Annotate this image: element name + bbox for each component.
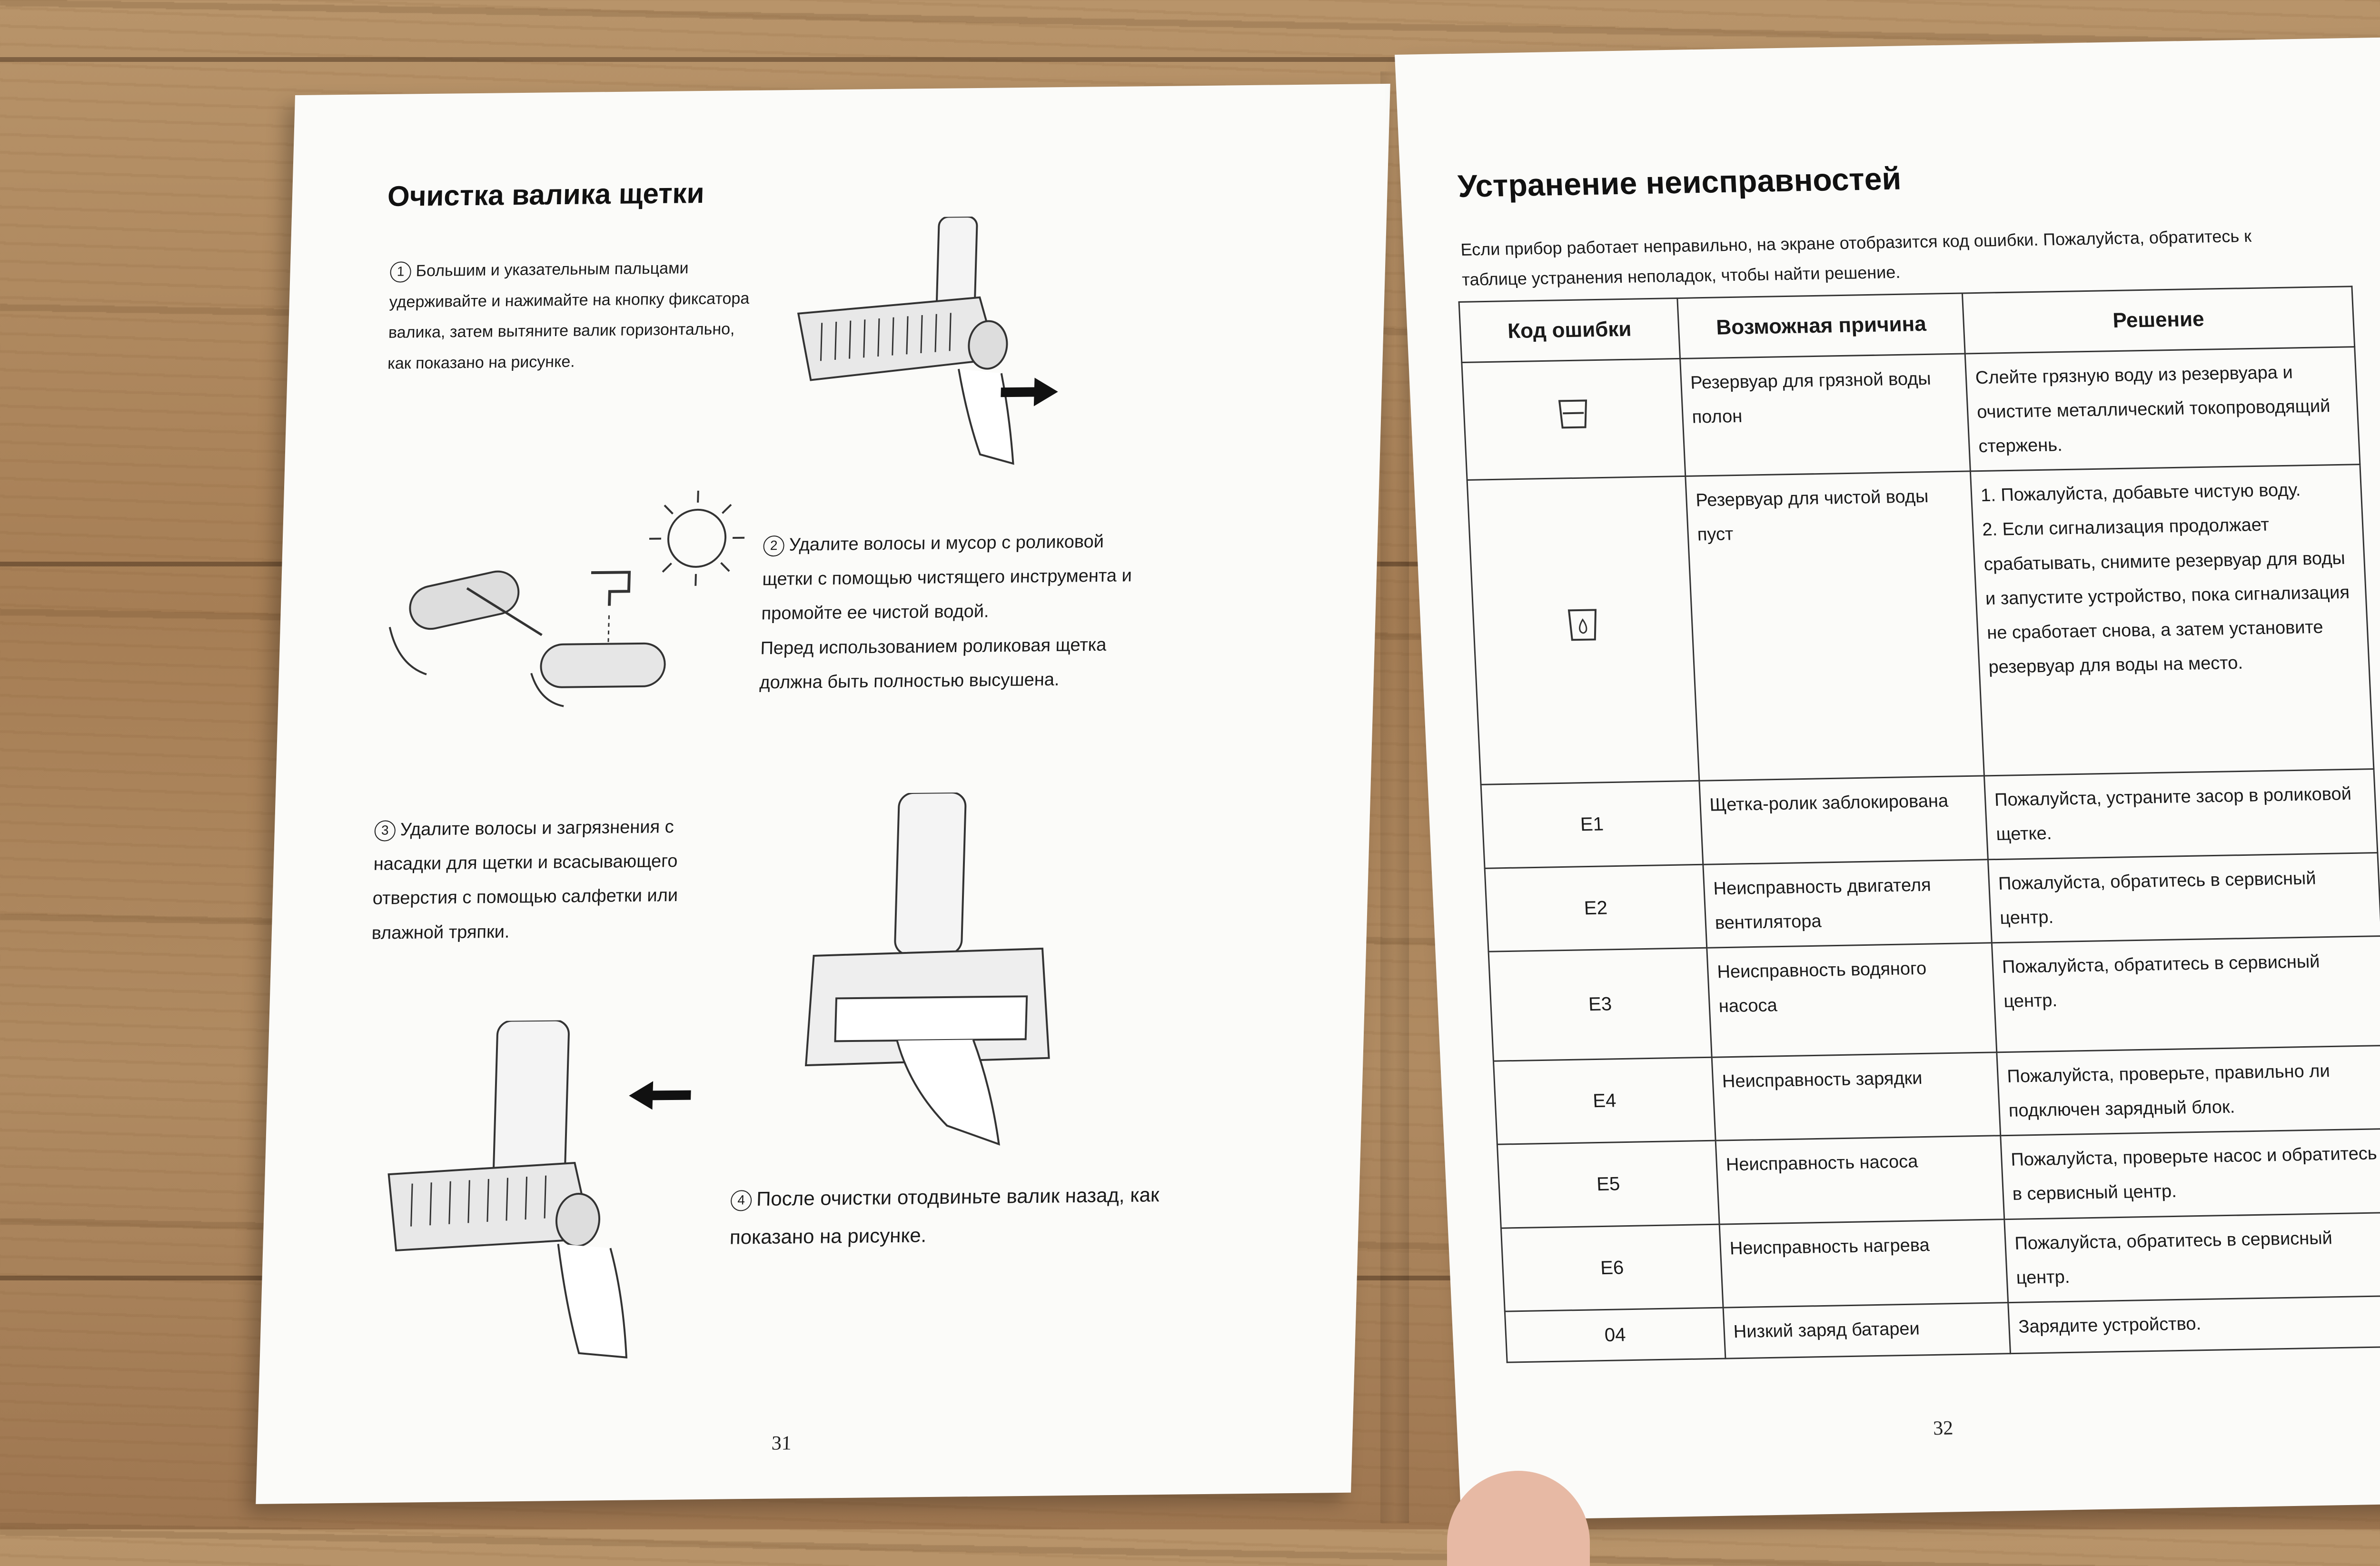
table-row	[1501, 1212, 2380, 1311]
cause-cell: Неисправность нагрева	[1719, 1219, 2008, 1308]
step-text: Большим и указательным пальцами удерживайте и нажимайте на кнопку фиксатора валика, затем вытяните валик горизонтально, как показано на рисунке.	[387, 259, 750, 372]
solution-cell: Пожалуйста, проверьте насос и обратитесь в сервисный центр.	[2001, 1129, 2380, 1219]
step-text: Удалите волосы и загрязнения с насадки для щетки и всасывающего отверстия с помощью салфетки или влажной тряпки.	[371, 817, 678, 943]
roller-removal-illustration	[774, 216, 1068, 485]
step-number: 1	[390, 261, 411, 282]
step-1	[387, 252, 752, 379]
error-code-cell: E4	[1493, 1057, 1716, 1144]
step-3	[371, 809, 737, 951]
page-title: Очистка валика щетки	[387, 177, 704, 213]
step-4	[729, 1176, 1160, 1256]
error-code-cell	[1467, 476, 1699, 785]
table-row	[1497, 1129, 2380, 1228]
error-code-cell: E2	[1485, 864, 1707, 951]
solution-cell: Пожалуйста, обратитесь в сервисный центр.	[1988, 852, 2380, 943]
page-number: 32	[1933, 1417, 1954, 1440]
cause-cell: Неисправность двигателя вентилятора	[1703, 859, 1992, 948]
solution-cell: Пожалуйста, обратитесь в сервисный центр.	[2004, 1212, 2380, 1303]
step-number: 4	[731, 1190, 752, 1211]
step-number: 3	[374, 820, 396, 841]
column-header: Возможная причина	[1677, 293, 1965, 358]
step-2	[759, 524, 1154, 700]
step-text: Удалите волосы и мусор с роликовой щетки с помощью чистящего инструмента и промойте ее чистой водой.	[761, 532, 1132, 624]
table-row	[1488, 936, 2380, 1061]
table-row	[1462, 347, 2360, 480]
error-code-table	[1458, 286, 2380, 1363]
table-row	[1493, 1045, 2380, 1144]
cause-cell: Низкий заряд батареи	[1723, 1303, 2010, 1358]
cause-cell: Неисправность насоса	[1716, 1136, 2004, 1224]
table-row	[1467, 465, 2374, 785]
error-code-cell: E5	[1497, 1140, 1719, 1228]
error-code-cell: E1	[1481, 781, 1703, 868]
left-page	[256, 84, 1390, 1504]
table-row	[1485, 852, 2380, 951]
step-text: После очистки отодвиньте валик назад, как показано на рисунке.	[729, 1183, 1160, 1248]
cause-cell: Неисправность зарядки	[1712, 1052, 2001, 1141]
nozzle-cleaning-illustration	[789, 791, 1085, 1156]
right-page	[1395, 37, 2380, 1521]
page-number: 31	[771, 1432, 792, 1455]
step-note: Перед использованием роликовая щетка должна быть полностью высушена.	[759, 634, 1107, 693]
solution-cell: 1. Пожалуйста, добавьте чистую воду. 2. Если сигнализация продолжает срабатывать, снимите резервуар для воды и запустите устройство, пока сигнализация не сработает снова, а затем установите резервуар для воды на место.	[1970, 465, 2374, 776]
table-row	[1481, 769, 2378, 868]
dirty-water-tank-icon	[1553, 394, 1593, 433]
intro-text: Если прибор работает неправильно, на экране отобразится код ошибки. Пожалуйста, обратитесь к таблице устранения неполадок, чтобы найти решение.	[1460, 220, 2295, 295]
column-header: Код ошибки	[1459, 298, 1680, 362]
error-code-cell	[1462, 358, 1686, 480]
error-code-cell: E6	[1501, 1224, 1723, 1311]
booklet-spine	[1380, 71, 1409, 1523]
solution-cell: Пожалуйста, проверьте, правильно ли подключен зарядный блок.	[1997, 1045, 2380, 1136]
brush-cleaning-illustration	[359, 481, 756, 714]
cause-cell: Щетка-ролик заблокирована	[1699, 776, 1988, 864]
column-header: Решение	[1962, 287, 2354, 354]
roller-insertion-illustration	[369, 1019, 712, 1365]
step-number: 2	[763, 535, 784, 556]
solution-cell: Зарядите устройство.	[2008, 1296, 2380, 1353]
clean-water-tank-icon	[1563, 605, 1603, 644]
error-code-cell: E3	[1488, 948, 1712, 1061]
page-title: Устранение неисправностей	[1457, 160, 1902, 204]
cause-cell: Неисправность водяного насоса	[1707, 943, 1997, 1057]
error-code-cell: 04	[1505, 1308, 1726, 1362]
solution-cell: Слейте грязную воду из резервуара и очистите металлический токопроводящий стержень.	[1965, 347, 2360, 471]
cause-cell: Резервуар для чистой воды пуст	[1686, 471, 1984, 781]
solution-cell: Пожалуйста, обратитесь в сервисный центр.	[1992, 936, 2380, 1052]
solution-cell: Пожалуйста, устраните засор в роликовой щетке.	[1984, 769, 2377, 860]
cause-cell: Резервуар для грязной воды полон	[1680, 354, 1971, 476]
